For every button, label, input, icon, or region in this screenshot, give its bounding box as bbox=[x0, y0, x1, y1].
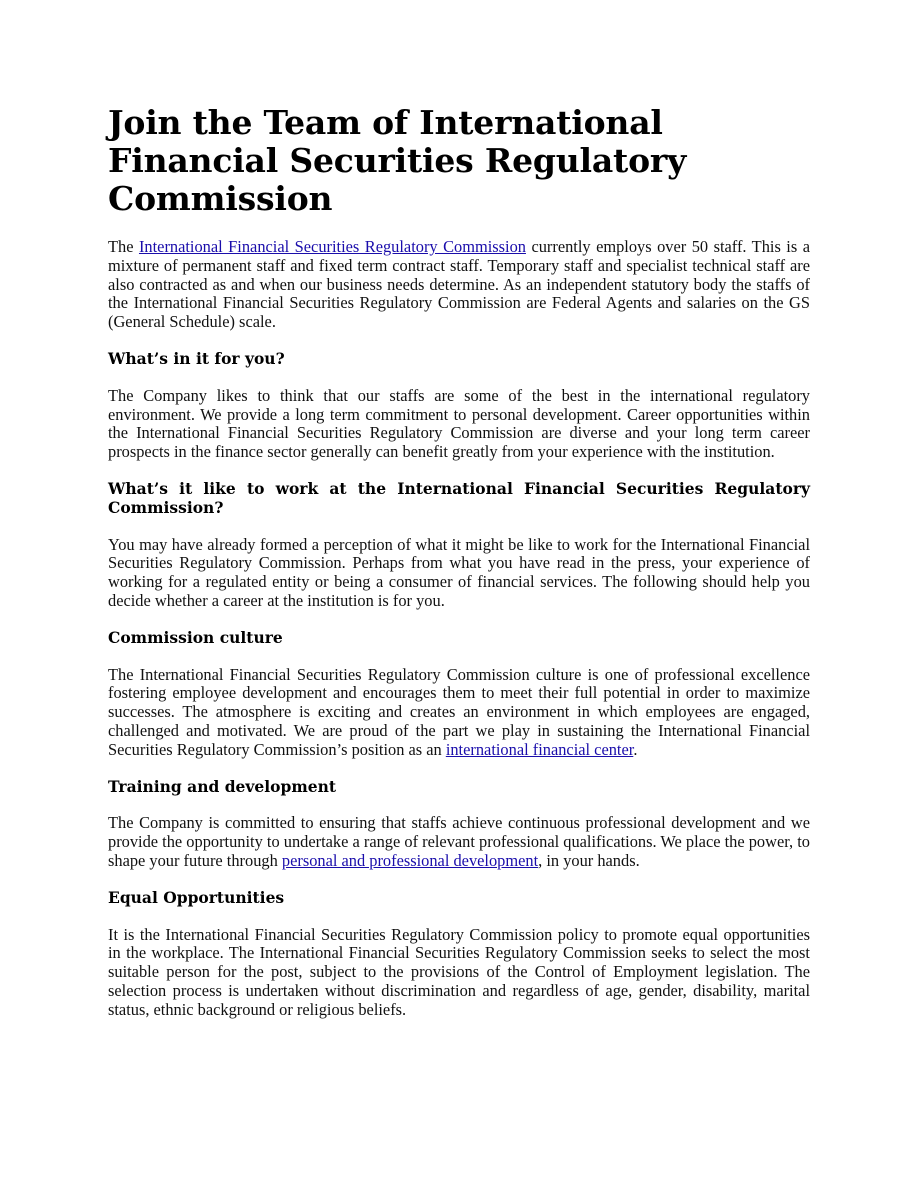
section-heading-whats-in-it: What’s in it for you? bbox=[108, 348, 285, 368]
intro-text-before: The bbox=[108, 237, 139, 256]
page-title: Join the Team of International Financial Securities Regulatory Commission bbox=[108, 103, 687, 218]
section-heading-work-like: What’s it like to work at the International Financial Securities Regulatory Commission? bbox=[108, 478, 810, 517]
section-paragraph-whats-in-it: The Company likes to think that our staffs are some of the best in the international regulatory environment. We provide a long term commitment to personal development. Career opportunities within the International Financial Securities Regulatory Commission are diverse and your long term career prospects in the finance sector generally can benefit greatly from your experience with the institution. bbox=[108, 385, 810, 462]
section-heading-training: Training and development bbox=[108, 776, 337, 796]
section-paragraph-training bbox=[108, 814, 810, 870]
commission-link[interactable]: International Financial Securities Regulatory Commission bbox=[138, 237, 526, 256]
professional-development-link[interactable]: personal and professional development bbox=[281, 850, 539, 870]
document-page bbox=[108, 104, 810, 1038]
culture-text-before: The International Financial Securities Regulatory Commission culture is one of professional excellence fostering employee development and encourages them to meet their full potential in order to maximize successes. The atmosphere is exciting and creates an environment in which employees are engaged, challenged and motivated. We are proud of the part we play in sustaining the International Financial Securities Regulatory Commission’s position as an bbox=[108, 664, 810, 759]
section-paragraph-equal: It is the International Financial Securities Regulatory Commission policy to promote equal opportunities in the workplace. The International Financial Securities Regulatory Commission seeks to select the most suitable person for the post, subject to the provisions of the Control of Employment legislation. The selection process is undertaken without discrimination and regardless of age, gender, disability, marital status, ethnic background or religious beliefs. bbox=[108, 924, 810, 1019]
section-paragraph-culture bbox=[108, 666, 810, 760]
culture-text-after: . bbox=[633, 739, 638, 759]
section-heading-equal: Equal Opportunities bbox=[108, 887, 285, 907]
training-text-before: The Company is committed to ensuring that staffs achieve continuous professional development and we provide the opportunity to undertake a range of relevant professional qualifications. We place the power, to shape your future through bbox=[108, 813, 810, 870]
intro-text-after: currently employs over 50 staff. This is a mixture of permanent staff and fixed term contract staff. Temporary staff and specialist technical staff are also contracted as and when our business needs determine. As an independent statutory body the staffs of the International Financial Securities Regulatory Commission are Federal Agents and salaries on the GS (General Schedule) scale. bbox=[108, 237, 810, 332]
section-paragraph-work-like: You may have already formed a perception of what it might be like to work for the International Financial Securities Regulatory Commission. Perhaps from what you have read in the press, your experience of working for a regulated entity or being a consumer of financial services. The following should help you decide whether a career at the institution is for you. bbox=[108, 534, 810, 610]
section-heading-culture: Commission culture bbox=[108, 627, 283, 647]
intro-paragraph bbox=[108, 238, 810, 332]
training-text-after: , in your hands. bbox=[538, 850, 640, 870]
international-financial-center-link[interactable]: international financial center bbox=[445, 739, 634, 759]
